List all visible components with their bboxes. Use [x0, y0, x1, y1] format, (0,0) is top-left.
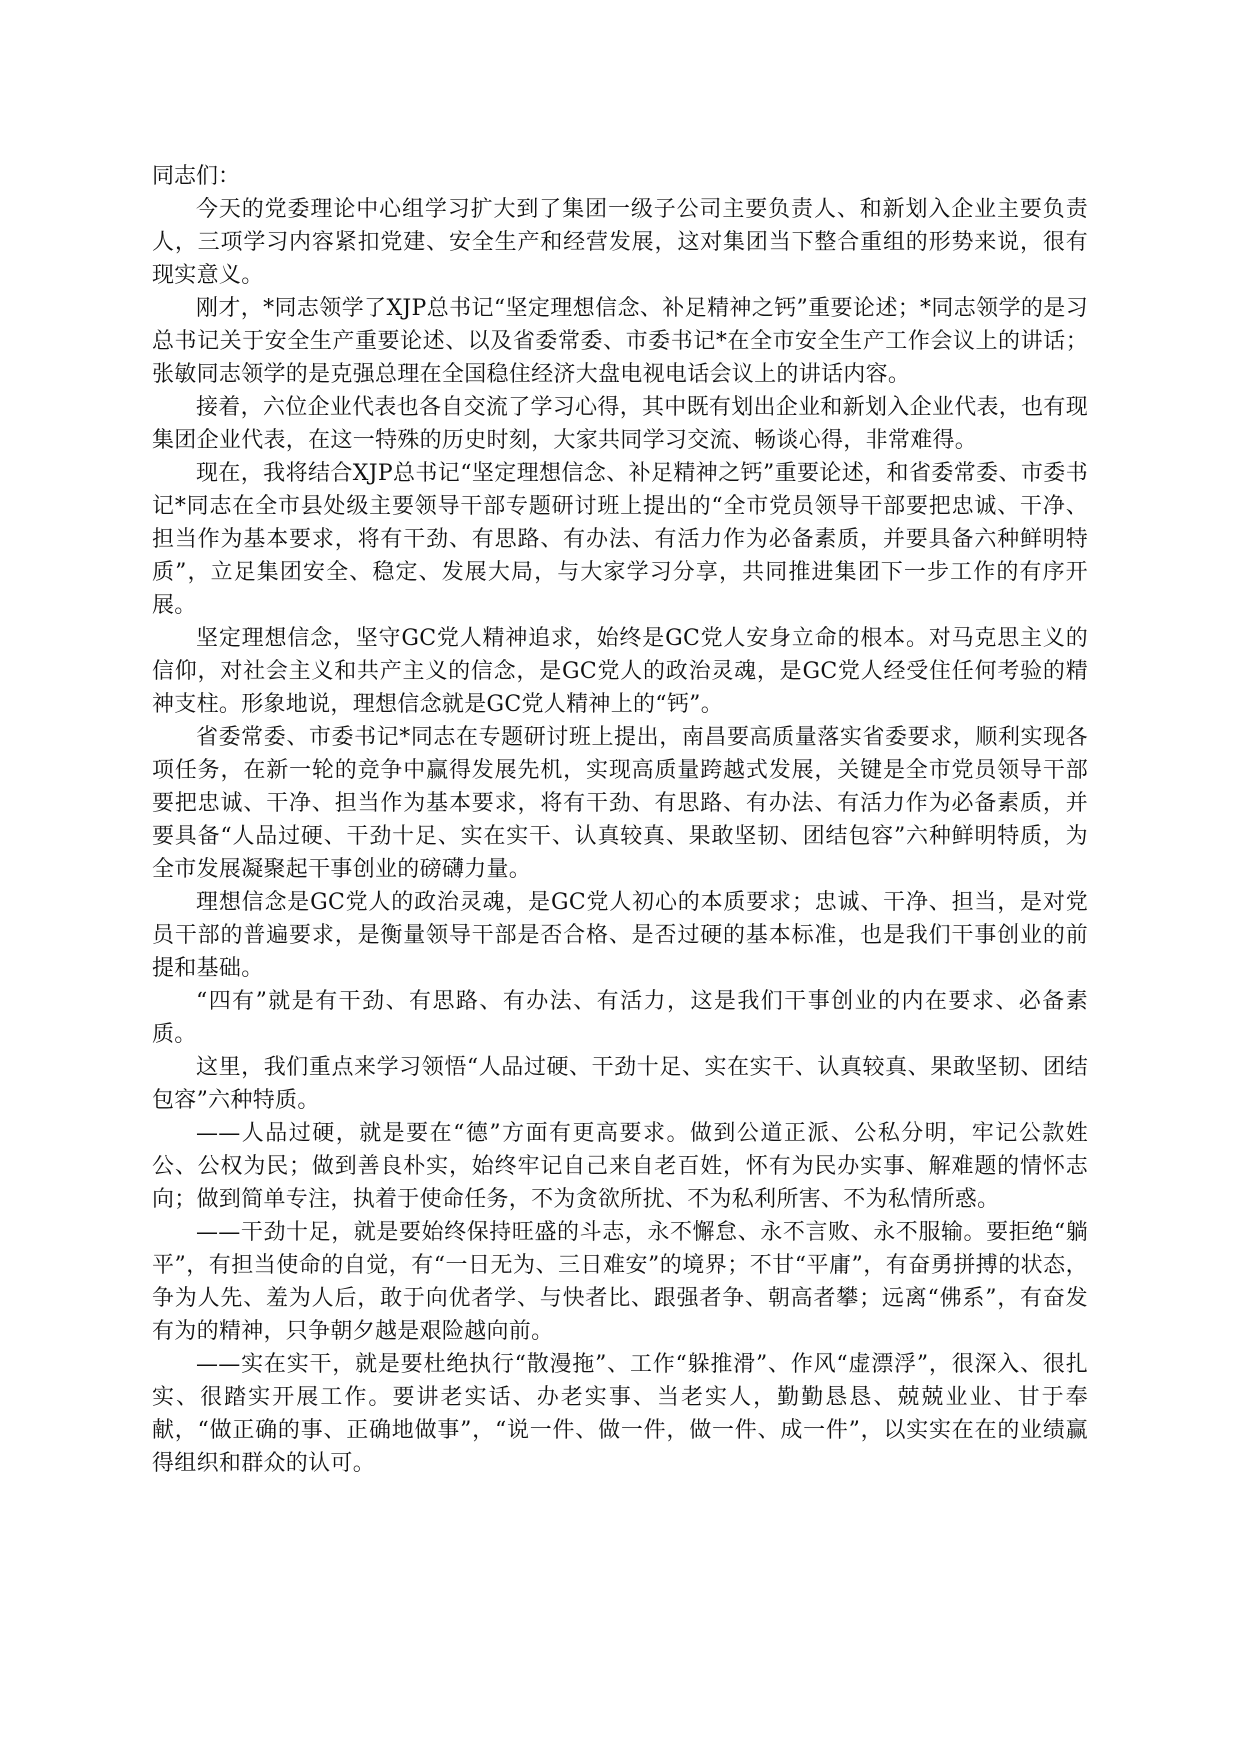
paragraph-12: ——实在实干，就是要杜绝执行“散漫拖”、工作“躲推滑”、作风“虚漂浮”，很深入、很扎实、很踏实开展工作。要讲老实话、办老实事、当老实人，勤勤恳恳、兢兢业业、甘于奉献，“做正确的事、正确地做事”，“说一件、做一件，做一件、成一件”，以实实在在的业绩赢得组织和群众的认可。 — [152, 1352, 1088, 1476]
paragraph-5: 坚定理想信念，坚守GC党人精神追求，始终是GC党人安身立命的根本。对马克思主义的信仰，对社会主义和共产主义的信念，是GC党人的政治灵魂，是GC党人经受住任何考验的精神支柱。形象地说，理想信念就是GC党人精神上的“钙”。 — [152, 626, 1088, 717]
document-page — [152, 160, 1088, 1480]
paragraph-2: 刚才，*同志领学了XJP总书记“坚定理想信念、补足精神之钙”重要论述；*同志领学的是习总书记关于安全生产重要论述、以及省委常委、市委书记*在全市安全生产工作会议上的讲话；张敏同志领学的是克强总理在全国稳住经济大盘电视电话会议上的讲话内容。 — [152, 296, 1088, 387]
paragraph-7: 理想信念是GC党人的政治灵魂，是GC党人初心的本质要求；忠诚、干净、担当，是对党员干部的普遍要求，是衡量领导干部是否合格、是否过硬的基本标准，也是我们干事创业的前提和基础。 — [152, 890, 1088, 981]
paragraph-8: “四有”就是有干劲、有思路、有办法、有活力，这是我们干事创业的内在要求、必备素质。 — [152, 989, 1088, 1047]
paragraph-6: 省委常委、市委书记*同志在专题研讨班上提出，南昌要高质量落实省委要求，顺利实现各项任务，在新一轮的竞争中赢得发展先机，实现高质量跨越式发展，关键是全市党员领导干部要把忠诚、干净、担当作为基本要求，将有干劲、有思路、有办法、有活力作为必备素质，并要具备“人品过硬、干劲十足、实在实干、认真较真、果敢坚韧、团结包容”六种鲜明特质，为全市发展凝聚起干事创业的磅礴力量。 — [152, 725, 1088, 882]
paragraph-4: 现在，我将结合XJP总书记“坚定理想信念、补足精神之钙”重要论述，和省委常委、市委书记*同志在全市县处级主要领导干部专题研讨班上提出的“全市党员领导干部要把忠诚、干净、担当作为基本要求，将有干劲、有思路、有办法、有活力作为必备素质，并要具备六种鲜明特质”，立足集团安全、稳定、发展大局，与大家学习分享，共同推进集团下一步工作的有序开展。 — [152, 461, 1088, 618]
paragraph-11: ——干劲十足，就是要始终保持旺盛的斗志，永不懈怠、永不言败、永不服输。要拒绝“躺平”，有担当使命的自觉，有“一日无为、三日难安”的境界；不甘“平庸”，有奋勇拼搏的状态，争为人先、羞为人后，敢于向优者学、与快者比、跟强者争、朝高者攀；远离“佛系”，有奋发有为的精神，只争朝夕越是艰险越向前。 — [152, 1220, 1088, 1344]
paragraph-10: ——人品过硬，就是要在“德”方面有更高要求。做到公道正派、公私分明，牢记公款姓公、公权为民；做到善良朴实，始终牢记自己来自老百姓，怀有为民办实事、解难题的情怀志向；做到简单专注，执着于使命任务，不为贪欲所扰、不为私利所害、不为私情所惑。 — [152, 1121, 1088, 1212]
paragraph-3: 接着，六位企业代表也各自交流了学习心得，其中既有划出企业和新划入企业代表，也有现集团企业代表，在这一特殊的历史时刻，大家共同学习交流、畅谈心得，非常难得。 — [152, 395, 1089, 453]
salutation: 同志们： — [152, 164, 241, 189]
paragraph-9: 这里，我们重点来学习领悟“人品过硬、干劲十足、实在实干、认真较真、果敢坚韧、团结包容”六种特质。 — [152, 1055, 1088, 1113]
paragraph-1: 今天的党委理论中心组学习扩大到了集团一级子公司主要负责人、和新划入企业主要负责人，三项学习内容紧扣党建、安全生产和经营发展，这对集团当下整合重组的形势来说，很有现实意义。 — [152, 197, 1088, 288]
